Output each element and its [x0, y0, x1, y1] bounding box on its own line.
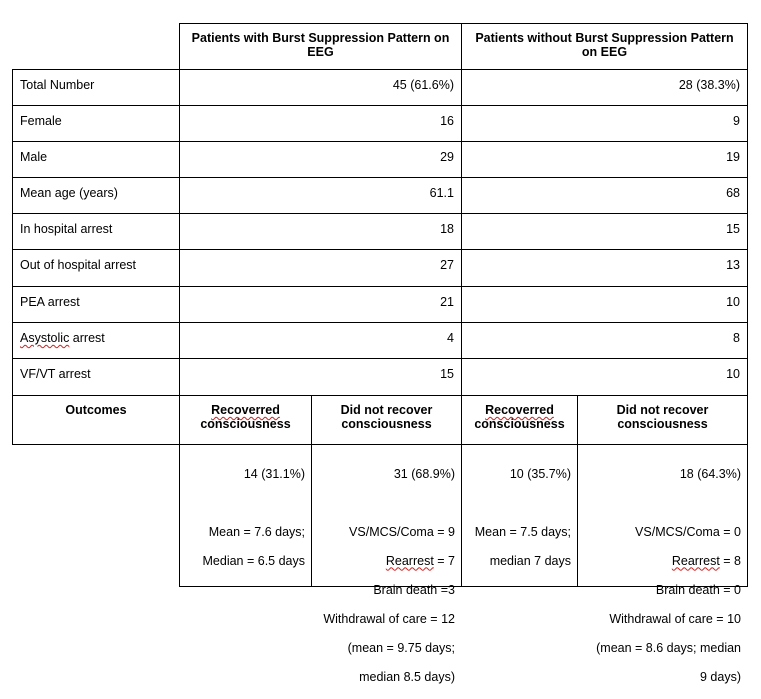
grid-line — [12, 213, 748, 214]
outcomes-burst-not-recovered — [312, 403, 461, 431]
result-median: Median = 6.5 days — [202, 553, 305, 568]
row-label: VF/VT arrest — [20, 367, 91, 381]
column-header-burst-full — [180, 24, 461, 69]
cell-no-burst: 8 — [733, 331, 740, 345]
result-count: 10 (35.7%) — [509, 466, 571, 481]
outcomes-noburst-not-recovered — [578, 403, 747, 431]
outcome-text: consciousness — [200, 417, 291, 431]
row-label-word: Asystolic — [20, 331, 70, 345]
cell-no-burst: 15 — [726, 222, 740, 236]
result-vs: VS/MCS/Coma = 9 — [349, 524, 455, 539]
result-burst-recovered — [180, 452, 305, 583]
grid-line — [12, 444, 748, 445]
result-count: 31 (68.9%) — [393, 466, 455, 481]
cell-no-burst: 68 — [726, 186, 740, 200]
column-header-no-burst — [462, 31, 747, 59]
grid-line — [747, 23, 748, 587]
outcomes-label: Outcomes — [65, 403, 127, 417]
grid-line — [12, 249, 748, 250]
result-brain-death: Brain death = 0 — [655, 582, 741, 597]
result-noburst-not-recovered — [578, 452, 741, 699]
cell-no-burst: 19 — [726, 150, 740, 164]
outcome-text: consciousness — [341, 417, 432, 431]
result-mean: Mean = 7.6 days; — [208, 524, 305, 539]
outcomes-noburst-recovered — [462, 403, 577, 431]
cell-burst: 45 (61.6%) — [392, 78, 454, 92]
rearrest-value: = 7 — [433, 553, 455, 568]
grid-line — [12, 69, 748, 70]
grid-line — [12, 322, 748, 323]
grid-line — [12, 395, 748, 396]
cell-no-burst: 10 — [726, 295, 740, 309]
outcome-text: Did not recover — [616, 403, 709, 417]
row-label: Out of hospital arrest — [20, 258, 137, 272]
outcome-text: consciousness — [474, 417, 565, 431]
cell-burst: 16 — [440, 114, 454, 128]
result-mean: (mean = 9.75 days; — [347, 640, 455, 655]
cell-no-burst: 9 — [733, 114, 740, 128]
cell-burst: 15 — [440, 367, 454, 381]
row-label-rest: arrest — [69, 331, 105, 345]
result-median: 9 days) — [700, 669, 741, 684]
result-brain-death: Brain death =3 — [373, 582, 455, 597]
row-label: Mean age (years) — [20, 186, 118, 200]
cell-burst: 18 — [440, 222, 454, 236]
outcome-text: consciousness — [617, 417, 708, 431]
result-median: median 8.5 days) — [359, 669, 455, 684]
header-text: Patients with Burst Suppression Pattern on — [191, 31, 450, 45]
rearrest-word: Rearrest — [385, 553, 434, 568]
result-mean: Mean = 7.5 days; — [474, 524, 571, 539]
cell-burst: 4 — [447, 331, 454, 345]
cell-no-burst: 13 — [726, 258, 740, 272]
result-rearrest — [578, 554, 741, 569]
row-label — [20, 331, 105, 345]
result-rearrest — [312, 554, 455, 569]
rearrest-word: Rearrest — [671, 553, 720, 568]
result-median: median 7 days — [489, 553, 571, 568]
rearrest-value: = 8 — [719, 553, 741, 568]
row-label: Total Number — [20, 78, 95, 92]
result-noburst-recovered — [462, 452, 571, 583]
outcomes-burst-recovered — [180, 403, 311, 431]
row-label: Female — [20, 114, 62, 128]
header-text: EEG — [307, 45, 334, 59]
result-withdrawal: Withdrawal of care = 10 — [609, 611, 741, 626]
grid-line — [12, 105, 748, 106]
header-text: on EEG — [581, 45, 628, 59]
grid-line — [12, 69, 13, 445]
row-label: PEA arrest — [20, 295, 80, 309]
header-text: Patients without Burst Suppression Pattern — [475, 31, 734, 45]
row-label: In hospital arrest — [20, 222, 113, 236]
cell-burst: 27 — [440, 258, 454, 272]
result-count: 18 (64.3%) — [679, 466, 741, 481]
outcome-word: Recoverred — [211, 403, 280, 417]
grid-line — [12, 177, 748, 178]
cell-burst: 29 — [440, 150, 454, 164]
outcome-word: Recoverred — [485, 403, 554, 417]
result-count: 14 (31.1%) — [243, 466, 305, 481]
cell-no-burst: 28 (38.3%) — [678, 78, 740, 92]
cell-no-burst: 10 — [726, 367, 740, 381]
row-label: Male — [20, 150, 48, 164]
grid-line — [12, 286, 748, 287]
result-vs: VS/MCS/Coma = 0 — [635, 524, 741, 539]
grid-line — [12, 141, 748, 142]
grid-line — [12, 358, 748, 359]
cell-burst: 61.1 — [429, 186, 454, 200]
outcome-text: Did not recover — [340, 403, 433, 417]
result-burst-not-recovered — [312, 452, 455, 699]
result-mean: (mean = 8.6 days; median — [596, 640, 741, 655]
cell-burst: 21 — [440, 295, 454, 309]
result-withdrawal: Withdrawal of care = 12 — [323, 611, 455, 626]
